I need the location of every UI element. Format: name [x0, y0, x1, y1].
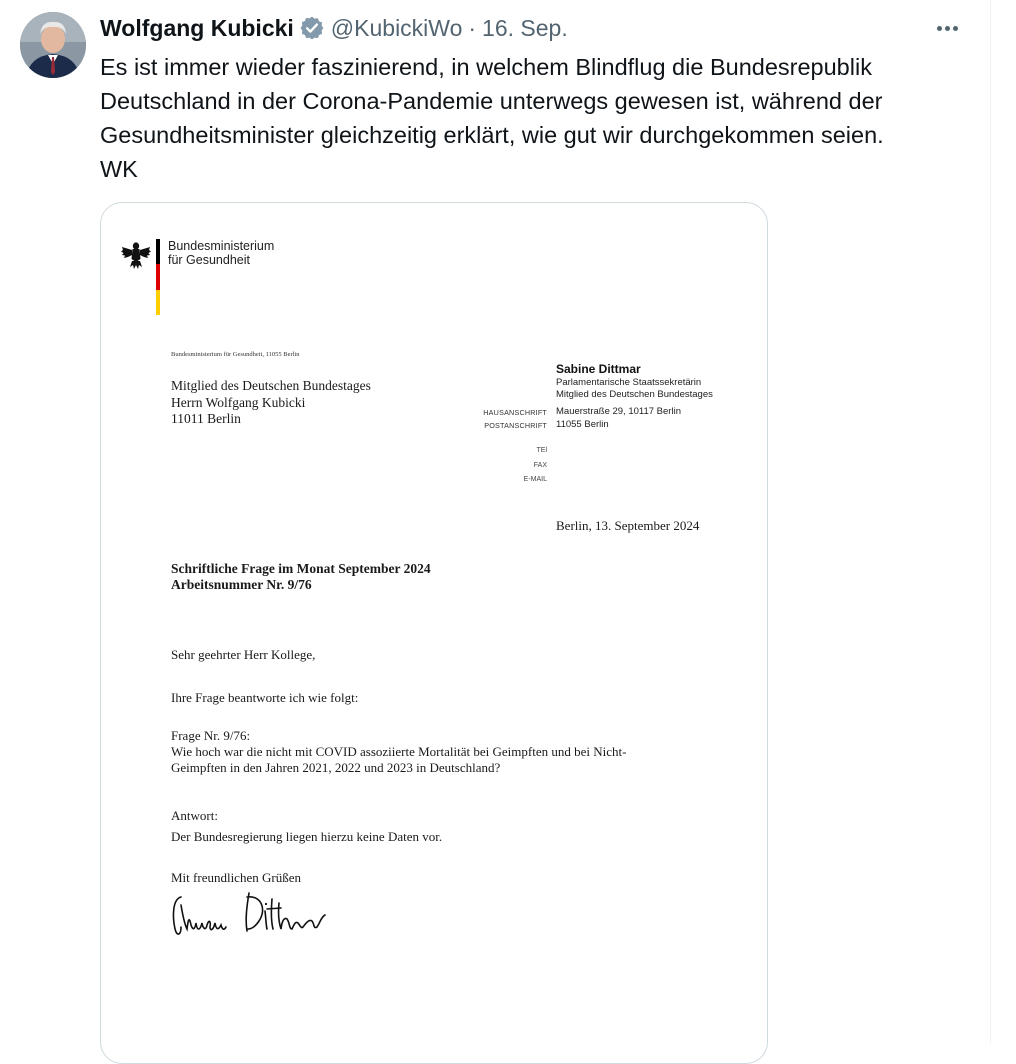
tweet-text-line: WK: [100, 156, 138, 182]
handwritten-signature: [169, 885, 339, 945]
tweet-header: [100, 12, 568, 44]
official-block: [556, 362, 713, 401]
more-dot: [937, 26, 942, 31]
address-labels: HAUSANSCHRIFT POSTANSCHRIFT: [483, 408, 547, 430]
tweet-text-line: Gesundheitsminister gleichzeitig erklärt, wie gut wir durchgekommen seien.: [100, 122, 884, 148]
letter-closing: Mit freundlichen Grüßen: [171, 870, 301, 885]
address-values: Mauerstraße 29, 10117 Berlin 11055 Berlin: [556, 406, 681, 430]
flag-stripe-black: [156, 239, 160, 264]
more-dot: [945, 26, 950, 31]
letter-subject: Schriftliche Frage im Monat September 2024 Arbeitsnummer Nr. 9/76: [171, 561, 431, 592]
tweet-text-line: Es ist immer wieder faszinierend, in welchem Blindflug die Bundesrepublik: [100, 54, 872, 80]
recipient-line: 11011 Berlin: [171, 411, 241, 426]
verified-badge-icon: [299, 15, 325, 41]
contact-labels: TEl FAX E-MAIL: [523, 447, 547, 483]
author-name[interactable]: Wolfgang Kubicki: [100, 14, 294, 41]
recipient-line: Herrn Wolfgang Kubicki: [171, 394, 306, 410]
more-options-icon[interactable]: [930, 14, 964, 42]
official-name: Sabine Dittmar: [556, 362, 641, 376]
letter-question: Frage Nr. 9/76: Wie hoch war die nicht mit COVID assoziierte Mortalität bei Geimpften und bei Nicht- Geimpften in den Jahren 2021, 2022 und 2023 in Deutschland?: [171, 728, 627, 775]
tweet-date[interactable]: 16. Sep.: [482, 14, 568, 41]
avatar-photo: [20, 12, 86, 78]
ministry-name: Bundesministerium für Gesundheit: [168, 239, 275, 267]
flag-bar: [156, 239, 160, 315]
more-dot: [953, 26, 958, 31]
timeline-divider: [990, 0, 991, 1044]
flag-stripe-gold: [156, 290, 160, 315]
letter-salutation: Sehr geehrter Herr Kollege,: [171, 647, 316, 662]
federal-eagle-icon: [121, 239, 151, 271]
tweet-text: [100, 50, 980, 186]
tweet-media-image[interactable]: [100, 202, 768, 1064]
author-avatar[interactable]: [20, 12, 86, 78]
letter-date: Berlin, 13. September 2024: [556, 518, 700, 533]
tweet-text-line: Deutschland in der Corona-Pandemie unterwegs gewesen ist, während der: [100, 88, 883, 114]
letter-intro: Ihre Frage beantworte ich wie folgt:: [171, 690, 359, 705]
letter-answer: Antwort: Der Bundesregierung liegen hierzu keine Daten vor.: [171, 808, 443, 844]
header-separator: ·: [468, 14, 477, 41]
recipient-address: [171, 378, 371, 428]
flag-stripe-red: [156, 264, 160, 289]
recipient-line: Mitglied des Deutschen Bundestages: [171, 378, 371, 393]
author-handle[interactable]: @KubickiWo: [330, 14, 463, 41]
official-title: Parlamentarische Staatssekretärin Mitglied des Deutschen Bundestages: [556, 377, 713, 400]
sender-line: Bundesministerium für Gesundheit, 11055 Berlin: [171, 351, 300, 358]
letter-document: [101, 203, 767, 1063]
